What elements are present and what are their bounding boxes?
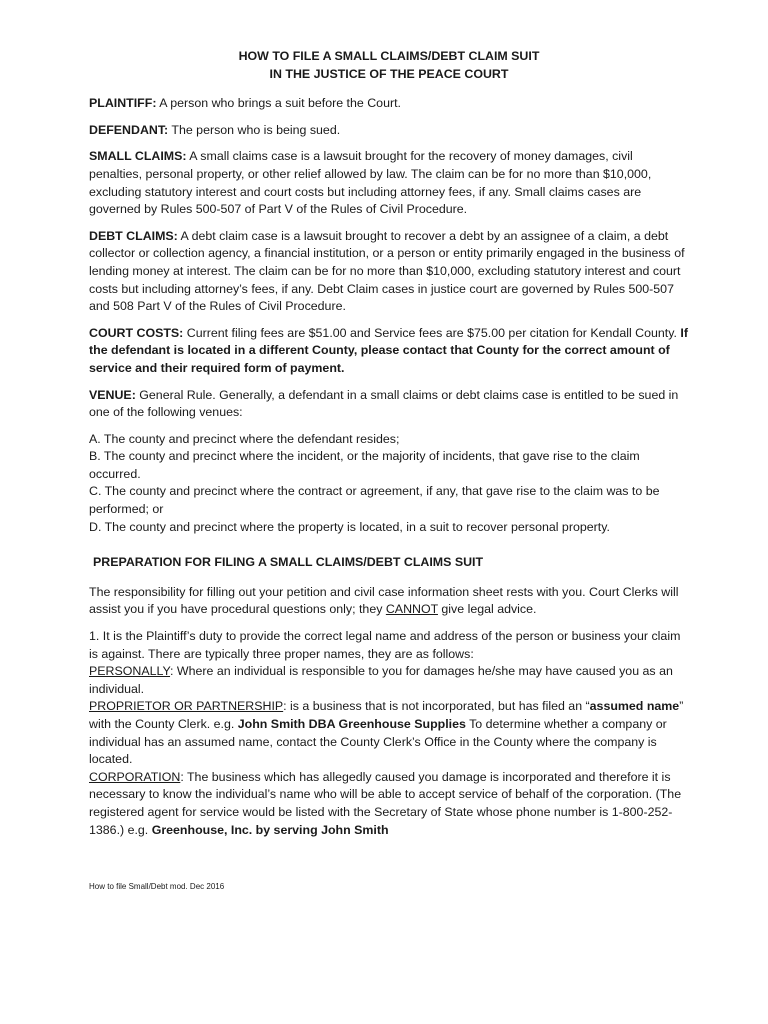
corporation-text: : The business which has allegedly caused you damage is incorporated and therefore it is necessary to know the individual’s name who will be able to accept service of behalf of the corporation. (The registered agent for service would be listed with the Secretary of State whose phone number is 1-800-252- 1386.) e.g. bbox=[89, 769, 682, 837]
responsibility-text-a: The responsibility for filling out your petition and civil case information sheet rests with you. Court Clerks will assist you if you have procedural questions only; they bbox=[89, 584, 679, 617]
proprietor-term: PROPRIETOR OR PARTNERSHIP bbox=[89, 699, 284, 714]
personally-text: : Where an individual is responsible to you for damages he/she may have caused you as an individual. bbox=[89, 664, 673, 696]
venue-definition bbox=[89, 387, 689, 422]
proprietor-entry bbox=[89, 698, 689, 768]
venue-item-d: D. The county and precinct where the property is located, in a suit to recover personal property. bbox=[89, 519, 610, 534]
responsibility-paragraph bbox=[89, 584, 689, 619]
proprietor-example: John Smith DBA Greenhouse Supplies bbox=[237, 717, 466, 731]
court-costs-definition bbox=[89, 325, 689, 378]
plaintiff-definition bbox=[89, 95, 689, 113]
debt-claims-term: DEBT CLAIMS: bbox=[89, 228, 178, 243]
defendant-definition bbox=[89, 122, 689, 140]
venue-list bbox=[89, 431, 689, 537]
item-1-text: 1. It is the Plaintiff’s duty to provide the correct legal name and address of the person or business your claim is against. There are typically three proper names, they are as follows: bbox=[89, 629, 681, 661]
small-claims-term: SMALL CLAIMS: bbox=[89, 149, 187, 164]
venue-item-c: C. The county and precinct where the contract or agreement, if any, that gave rise to the claim was to be performed; or bbox=[89, 484, 660, 517]
venue-item-b: B. The county and precinct where the incident, or the majority of incidents, that gave rise to the claim occurred. bbox=[89, 449, 640, 481]
court-costs-notice: If the defendant is located in a different County, please contact that County for the correct amount of service and their required form of payment. bbox=[89, 325, 688, 375]
court-costs-text: Current filing fees are $51.00 and Service fees are $75.00 per citation for Kendall County. bbox=[183, 325, 681, 340]
responsibility-text-b: give legal advice. bbox=[437, 602, 537, 617]
proper-names-block bbox=[89, 628, 689, 839]
document-title-line2: IN THE JUSTICE OF THE PEACE COURT bbox=[269, 66, 509, 81]
plaintiff-text: A person who brings a suit before the Court. bbox=[156, 96, 401, 111]
assumed-name-emphasis: assumed name bbox=[589, 699, 680, 714]
corporation-example: Greenhouse, Inc. by serving John Smith bbox=[151, 822, 389, 837]
proprietor-text-b: ” with the County Clerk. e.g. bbox=[89, 699, 684, 731]
court-costs-term: COURT COSTS: bbox=[89, 325, 184, 340]
venue-text: General Rule. Generally, a defendant in a small claims or debt claims case is entitled to be sued in one of the following venues: bbox=[89, 387, 679, 420]
debt-claims-text: A debt claim case is a lawsuit brought to recover a debt by an assignee of a claim, a debt collector or collection agency, a financial institution, or a person or entity primarily engaged in the business of lending money at interest. The claim can be for no more than $10,000, excluding statutory interest and court costs but including attorney’s fees, if any. Debt Claim cases in justice court are governed by Rules 500-507 and 508 Part V of the Rules of Civil Procedure. bbox=[89, 228, 685, 314]
corporation-entry bbox=[89, 769, 689, 839]
proprietor-text-a: : is a business that is not incorporated, but has filed an “ bbox=[283, 699, 590, 714]
personally-term: PERSONALLY bbox=[89, 664, 171, 679]
preparation-heading: PREPARATION FOR FILING A SMALL CLAIMS/DEBT CLAIMS SUIT bbox=[93, 555, 484, 570]
corporation-term: CORPORATION bbox=[89, 769, 181, 784]
personally-entry bbox=[89, 663, 689, 698]
defendant-term: DEFENDANT: bbox=[89, 122, 169, 137]
small-claims-definition bbox=[89, 148, 689, 218]
small-claims-text: A small claims case is a lawsuit brought for the recovery of money damages, civil penalties, personal property, or other relief allowed by law. The claim can be for no more than $10,000, excluding statutory interest and court costs but including attorney fees, if any. Small claims cases are governed by Rules 500-507 of Part V of the Rules of Civil Procedure. bbox=[89, 149, 652, 217]
document-title-line1: HOW TO FILE A SMALL CLAIMS/DEBT CLAIM SUIT bbox=[238, 49, 540, 63]
page-footer: How to file Small/Debt mod. Dec 2016 bbox=[89, 882, 225, 891]
venue-term: VENUE: bbox=[89, 387, 136, 402]
cannot-emphasis: CANNOT bbox=[385, 602, 438, 617]
venue-item-a: A. The county and precinct where the defendant resides; bbox=[89, 431, 400, 446]
proprietor-text-c: To determine whether a company or individual has an assumed name, contact the County Clerk’s Office in the County where the company is located. bbox=[89, 717, 667, 767]
document-page bbox=[89, 48, 689, 839]
debt-claims-definition bbox=[89, 228, 689, 316]
defendant-text: The person who is being sued. bbox=[168, 122, 341, 137]
plaintiff-term: PLAINTIFF: bbox=[89, 96, 157, 111]
